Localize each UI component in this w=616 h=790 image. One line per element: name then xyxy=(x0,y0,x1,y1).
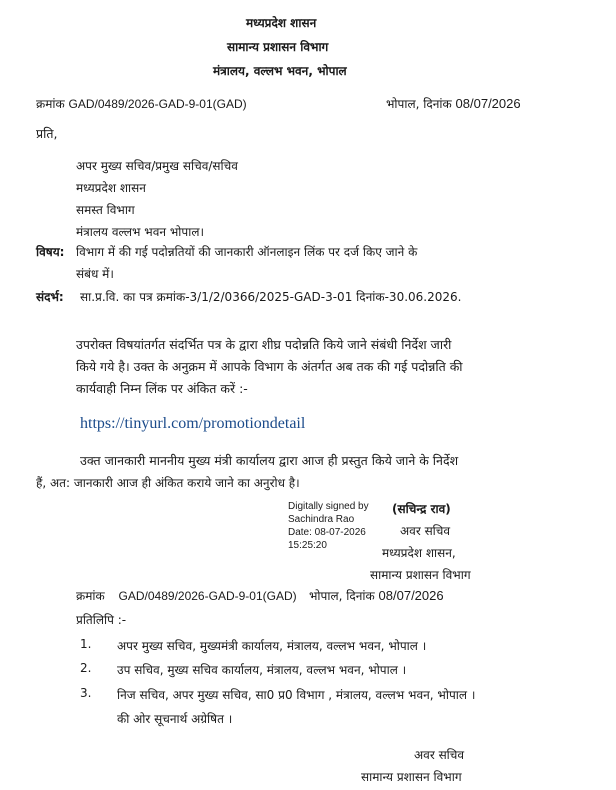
footer-designation: अवर सचिव xyxy=(414,748,465,762)
addressee-line: अपर मुख्य सचिव/प्रमुख सचिव/सचिव xyxy=(76,159,238,173)
place-date xyxy=(386,95,521,112)
signatory-name: (सचिन्द्र राव) xyxy=(392,502,451,516)
digital-signature-line: 15:25:20 xyxy=(288,540,327,551)
body-line: किये गये है। उक्त के अनुक्रम में आपके विभाग के अंतर्गत अब तक की गई पदोन्नति की xyxy=(76,359,463,374)
endorsement-date-value: 08/07/2026 xyxy=(378,588,444,603)
header-address: मंत्रालय, वल्लभ भवन, भोपाल xyxy=(213,64,347,78)
signatory-designation: अवर सचिव xyxy=(400,524,451,538)
digital-signature-line: Digitally signed by xyxy=(288,501,369,512)
promotion-detail-link[interactable]: https://tinyurl.com/promotiondetail xyxy=(80,415,306,432)
header-department: सामान्य प्रशासन विभाग xyxy=(227,40,329,54)
digital-signature xyxy=(288,500,388,552)
addressee-line: मध्यप्रदेश शासन xyxy=(76,181,146,195)
signatory-office: सामान्य प्रशासन विभाग xyxy=(370,568,471,582)
pratilipi-label: प्रतिलिपि :- xyxy=(76,613,127,627)
kramank-label: क्रमांक xyxy=(36,97,65,111)
header-govt: मध्यप्रदेश शासन xyxy=(246,16,317,30)
digital-signature-line: Sachindra Rao xyxy=(288,514,355,525)
addressee-line: मंत्रालय वल्लभ भवन भोपाल। xyxy=(76,225,205,239)
body-line: उपरोक्त विषयांतर्गत संदर्भित पत्र के द्वारा शीघ्र पदोन्नति किये जाने संबंधी निर्देश जारी xyxy=(76,337,452,352)
kramank-value: GAD/0489/2026-GAD-9-01(GAD) xyxy=(68,97,247,111)
endorsement-number xyxy=(76,587,297,604)
endorsement-date xyxy=(309,587,444,604)
letter-date: 08/07/2026 xyxy=(455,96,521,111)
copy-item-text: अपर मुख्य सचिव, मुख्यमंत्री कार्यालय, मंत्रालय, वल्लभ भवन, भोपाल । xyxy=(117,639,427,653)
reference-text: सा.प्र.वि. का पत्र क्रमांक-3/1/2/0366/2025-GAD-3-01 दिनांक-30.06.2026. xyxy=(80,290,462,304)
digital-signature-line: Date: 08-07-2026 xyxy=(288,527,366,538)
info-line: की ओर सूचनार्थ अग्रेषित । xyxy=(117,712,233,726)
kramank-value: GAD/0489/2026-GAD-9-01(GAD) xyxy=(118,589,297,603)
copy-item-text: उप सचिव, मुख्य सचिव कार्यालय, मंत्रालय, वल्लभ भवन, भोपाल । xyxy=(117,663,407,677)
signatory-office: मध्यप्रदेश शासन, xyxy=(382,546,456,560)
prati: प्रति, xyxy=(36,126,58,141)
reference-label: संदर्भ: xyxy=(36,290,64,304)
body-line: उक्त जानकारी माननीय मुख्य मंत्री कार्यालय द्वारा आज ही प्रस्तुत किये जाने के निर्देश xyxy=(80,453,459,468)
place-date-label: भोपाल, दिनांक xyxy=(386,97,452,111)
subject-text: संबंध में। xyxy=(76,267,114,281)
copy-item-text: निज सचिव, अपर मुख्य सचिव, सा0 प्र0 विभाग , मंत्रालय, वल्लभ भवन, भोपाल । xyxy=(117,688,476,702)
copy-item-number: 2. xyxy=(80,661,92,675)
place-date-label: भोपाल, दिनांक xyxy=(309,589,375,603)
subject-text: विभाग में की गई पदोन्नतियों की जानकारी ऑनलाइन लिंक पर दर्ज किए जाने के xyxy=(76,245,418,259)
copy-item-number: 3. xyxy=(80,686,92,700)
letter-number xyxy=(36,95,247,112)
subject-label: विषय: xyxy=(36,245,65,259)
kramank-label: क्रमांक xyxy=(76,589,105,603)
body-line: कार्यवाही निम्न लिंक पर अंकित करें :- xyxy=(76,381,248,396)
copy-item-number: 1. xyxy=(80,637,92,651)
addressee-line: समस्त विभाग xyxy=(76,203,135,217)
body-line: हैं, अत: जानकारी आज ही अंकित कराये जाने का अनुरोध है। xyxy=(36,476,300,490)
footer-department: सामान्य प्रशासन विभाग xyxy=(361,770,462,784)
